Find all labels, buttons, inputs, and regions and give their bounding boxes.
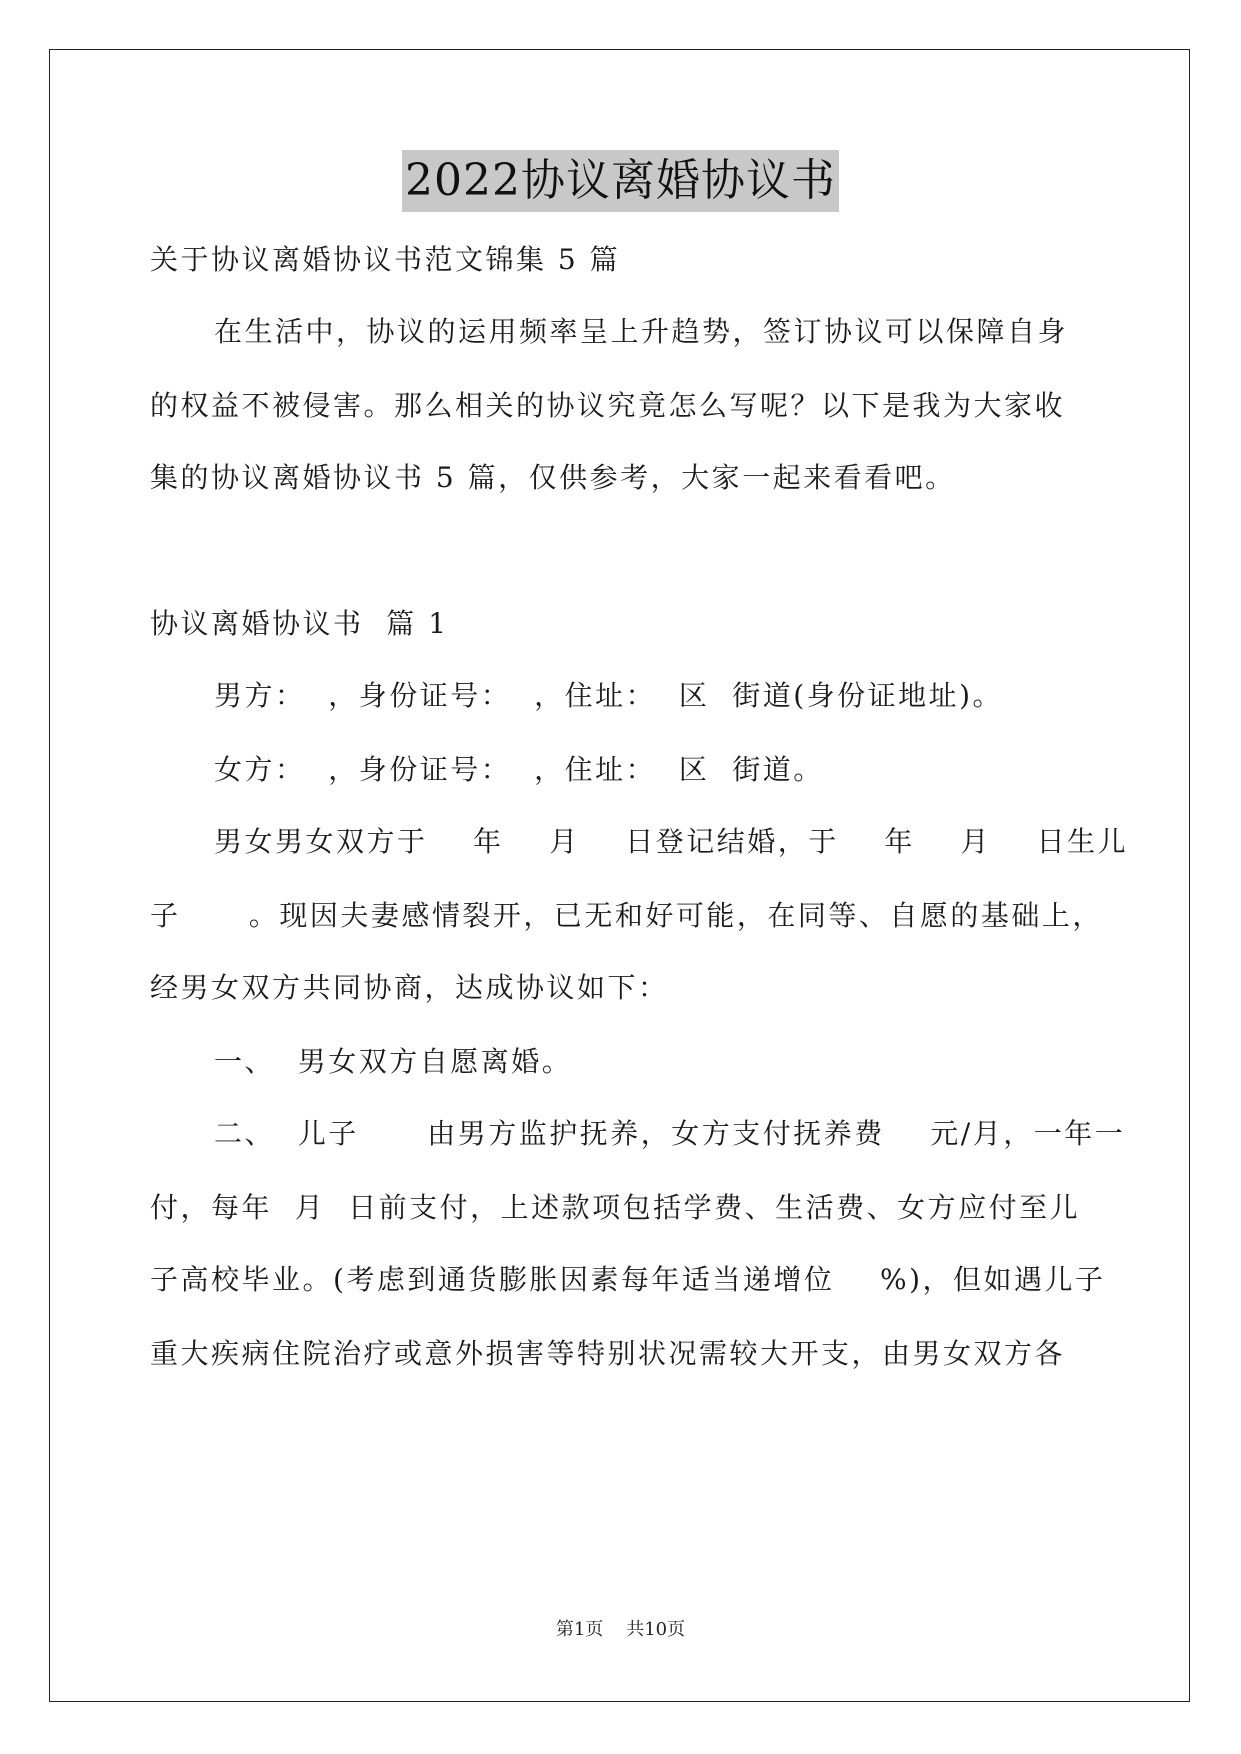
clause-one-line: 一、 男女双方自愿离婚。 bbox=[214, 1045, 573, 1078]
page-border bbox=[49, 49, 1190, 1702]
body-line: 子高校毕业。(考虑到通货膨胀因素每年适当递增位 %)，但如遇儿子 bbox=[150, 1263, 1106, 1296]
party-male-line: 男方： ，身份证号： ，住址： 区 街道(身份证地址)。 bbox=[214, 679, 1004, 712]
clause-two-line: 二、 儿子 由男方监护抚养，女方支付抚养费 元/月，一年一 bbox=[214, 1117, 1126, 1150]
subtitle-line: 关于协议离婚协议书范文锦集 5 篇 bbox=[150, 243, 621, 276]
page-footer: 第1页 共10页 bbox=[555, 1619, 686, 1640]
body-line: 经男女双方共同协商，达成协议如下： bbox=[150, 971, 669, 1004]
body-line: 付，每年 月 日前支付，上述款项包括学费、生活费、女方应付至儿 bbox=[150, 1191, 1081, 1224]
body-line: 男女男女双方于 年 月 日登记结婚，于 年 月 日生儿 bbox=[214, 825, 1129, 858]
party-female-line: 女方： ，身份证号： ，住址： 区 街道。 bbox=[214, 753, 824, 786]
body-line: 子 。现因夫妻感情裂开，已无和好可能，在同等、自愿的基础上， bbox=[150, 899, 1103, 932]
document-title: 2022协议离婚协议书 bbox=[402, 150, 839, 212]
intro-line-2: 的权益不被侵害。那么相关的协议究竟怎么写呢？以下是我为大家收 bbox=[150, 389, 1066, 422]
intro-line-3: 集的协议离婚协议书 5 篇，仅供参考，大家一起来看看吧。 bbox=[150, 461, 956, 494]
section-heading: 协议离婚协议书 篇 1 bbox=[150, 607, 449, 640]
intro-line-1: 在生活中，协议的运用频率呈上升趋势，签订协议可以保障自身 bbox=[214, 315, 1069, 348]
body-line: 重大疾病住院治疗或意外损害等特别状况需较大开支，由男女双方各 bbox=[150, 1337, 1066, 1370]
title-container bbox=[0, 150, 1241, 212]
